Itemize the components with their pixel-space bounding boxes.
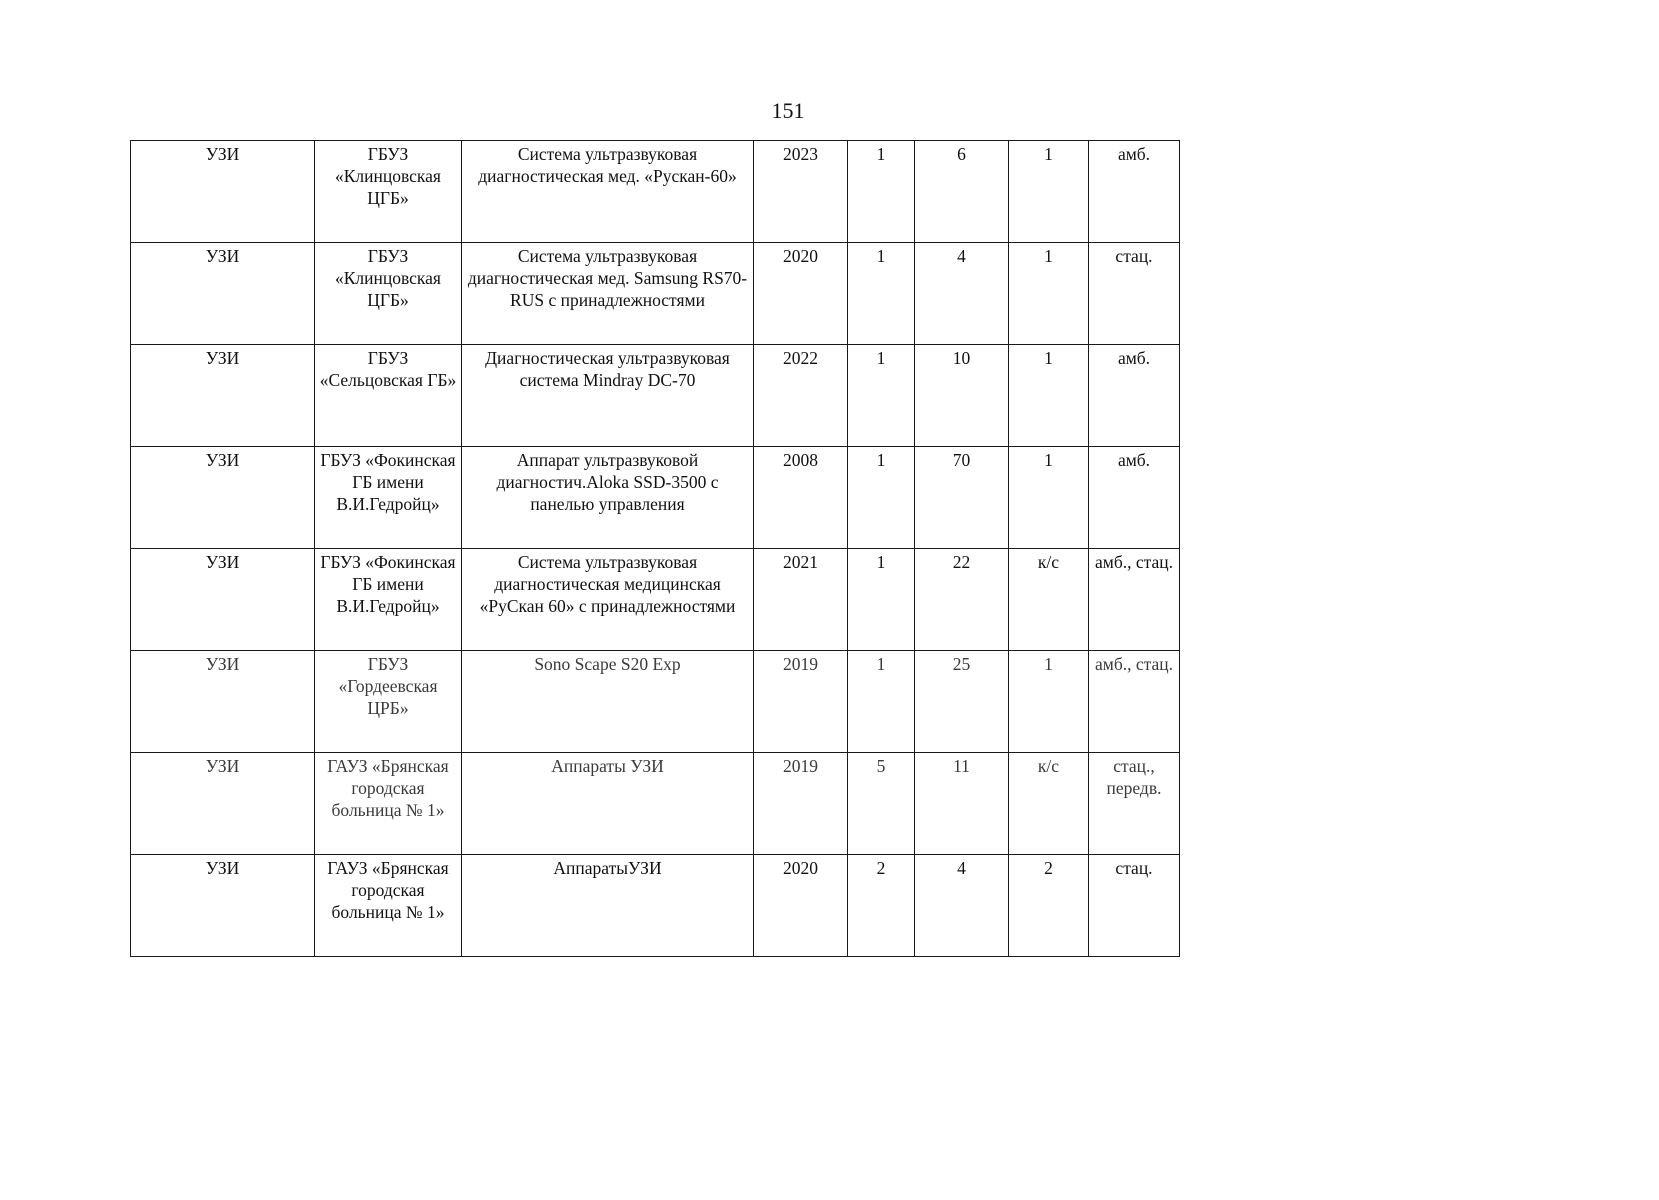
cell-mode: амб. (1089, 447, 1180, 549)
table-row (131, 855, 1180, 957)
cell-load: 1 (1009, 345, 1089, 447)
table-row (131, 345, 1180, 447)
cell-organization: ГБУЗ «Сельцовская ГБ» (315, 345, 462, 447)
cell-organization: ГБУЗ «Фокинская ГБ имени В.И.Гедройц» (315, 447, 462, 549)
cell-organization: ГАУЗ «Брянская городская больница № 1» (315, 753, 462, 855)
cell-organization: ГБУЗ «Клинцовская ЦГБ» (315, 141, 462, 243)
cell-quantity: 1 (848, 243, 915, 345)
cell-type: УЗИ (131, 345, 315, 447)
cell-load: 1 (1009, 243, 1089, 345)
cell-equipment: Диагностическая ультразвуковая система Mindray DC-70 (462, 345, 754, 447)
cell-organization: ГАУЗ «Брянская городская больница № 1» (315, 855, 462, 957)
cell-organization: ГБУЗ «Фокинская ГБ имени В.И.Гедройц» (315, 549, 462, 651)
cell-mode: амб. (1089, 141, 1180, 243)
cell-equipment: Sono Scape S20 Exp (462, 651, 754, 753)
cell-organization: ГБУЗ «Клинцовская ЦГБ» (315, 243, 462, 345)
cell-load: 2 (1009, 855, 1089, 957)
equipment-table (130, 140, 1180, 957)
cell-load: к/с (1009, 753, 1089, 855)
cell-load: 1 (1009, 651, 1089, 753)
cell-load: 1 (1009, 447, 1089, 549)
cell-load: 1 (1009, 141, 1089, 243)
cell-mode: амб., стац. (1089, 549, 1180, 651)
cell-year: 2020 (754, 243, 848, 345)
cell-type: УЗИ (131, 753, 315, 855)
cell-quantity: 1 (848, 651, 915, 753)
cell-type: УЗИ (131, 141, 315, 243)
cell-quantity: 1 (848, 447, 915, 549)
page-number: 151 (771, 98, 805, 123)
cell-quantity: 1 (848, 345, 915, 447)
cell-mode: стац., передв. (1089, 753, 1180, 855)
table-row (131, 651, 1180, 753)
table-row (131, 141, 1180, 243)
cell-year: 2022 (754, 345, 848, 447)
cell-quantity: 1 (848, 549, 915, 651)
cell-equipment: Система ультразвуковая диагностическая медицинская «РуСкан 60» с принадлежностями (462, 549, 754, 651)
cell-mode: амб., стац. (1089, 651, 1180, 753)
cell-wear: 6 (915, 141, 1009, 243)
cell-year: 2023 (754, 141, 848, 243)
cell-type: УЗИ (131, 549, 315, 651)
cell-type: УЗИ (131, 447, 315, 549)
cell-type: УЗИ (131, 651, 315, 753)
cell-wear: 22 (915, 549, 1009, 651)
table-row (131, 549, 1180, 651)
cell-quantity: 2 (848, 855, 915, 957)
cell-equipment: Система ультразвуковая диагностическая мед. Samsung RS70-RUS с принадлежностями (462, 243, 754, 345)
cell-equipment: Аппарат ультразвуковой диагностич.Aloka SSD-3500 с панелью управления (462, 447, 754, 549)
cell-type: УЗИ (131, 243, 315, 345)
cell-wear: 11 (915, 753, 1009, 855)
cell-type: УЗИ (131, 855, 315, 957)
cell-wear: 25 (915, 651, 1009, 753)
cell-equipment: Аппараты УЗИ (462, 753, 754, 855)
cell-load: к/с (1009, 549, 1089, 651)
table-row (131, 447, 1180, 549)
cell-mode: амб. (1089, 345, 1180, 447)
cell-year: 2020 (754, 855, 848, 957)
cell-wear: 4 (915, 243, 1009, 345)
cell-quantity: 1 (848, 141, 915, 243)
cell-mode: стац. (1089, 855, 1180, 957)
cell-quantity: 5 (848, 753, 915, 855)
cell-equipment: АппаратыУЗИ (462, 855, 754, 957)
cell-organization: ГБУЗ «Гордеевская ЦРБ» (315, 651, 462, 753)
cell-equipment: Система ультразвуковая диагностическая мед. «Рускан-60» (462, 141, 754, 243)
cell-year: 2008 (754, 447, 848, 549)
cell-wear: 10 (915, 345, 1009, 447)
cell-mode: стац. (1089, 243, 1180, 345)
cell-year: 2019 (754, 753, 848, 855)
cell-year: 2019 (754, 651, 848, 753)
cell-wear: 70 (915, 447, 1009, 549)
cell-wear: 4 (915, 855, 1009, 957)
cell-year: 2021 (754, 549, 848, 651)
table-row (131, 753, 1180, 855)
table-row (131, 243, 1180, 345)
